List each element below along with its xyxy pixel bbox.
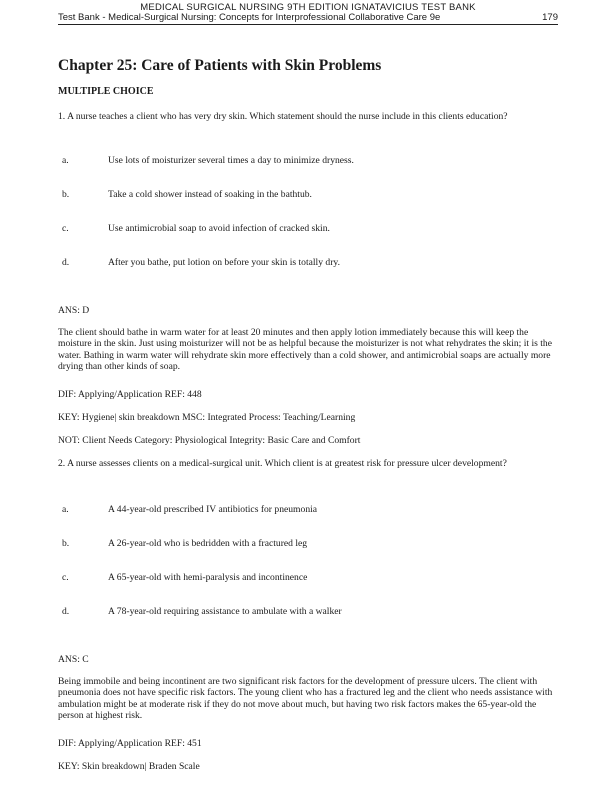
q2-keywords: KEY: Skin breakdown| Braden Scale — [58, 761, 200, 772]
page-number: 179 — [542, 12, 558, 23]
q1-option-b-text: Take a cold shower instead of soaking in the bathtub. — [108, 189, 312, 200]
q2-option-b-letter: b. — [62, 538, 70, 549]
q2-option-c-text: A 65-year-old with hemi-paralysis and incontinence — [108, 572, 308, 583]
chapter-title: Chapter 25: Care of Patients with Skin Problems — [58, 57, 382, 74]
section-title: MULTIPLE CHOICE — [58, 86, 154, 97]
q1-option-c-text: Use antimicrobial soap to avoid infection of cracked skin. — [108, 223, 330, 234]
q1-option-b-letter: b. — [62, 189, 70, 200]
q1-keywords: KEY: Hygiene| skin breakdown MSC: Integrated Process: Teaching/Learning — [58, 412, 356, 423]
q2-option-a-text: A 44-year-old prescribed IV antibiotics for pneumonia — [108, 504, 318, 515]
q1-rationale: The client should bathe in warm water for at least 20 minutes and then apply lotion immediately because this will keep the moisture in the skin. Just using moisturizer will not be as helpful because the moisturizer is not what rehydrates the skin; it is the water. Bathing in warm water will rehydrate skin more effectively than a cold shower, and antimicrobial soaps are actually more drying than other kinds of soap. — [58, 327, 552, 373]
q1-answer: ANS: D — [58, 305, 90, 316]
q2-option-d-letter: d. — [62, 606, 70, 617]
q2-option-d-text: A 78-year-old requiring assistance to ambulate with a walker — [108, 606, 342, 617]
running-header — [58, 12, 558, 23]
q2-option-c-letter: c. — [62, 572, 69, 583]
q2-option-a-letter: a. — [62, 504, 69, 515]
q2-answer: ANS: C — [58, 654, 89, 665]
question-2-stem: 2. A nurse assesses clients on a medical-surgical unit. Which client is at greatest risk for pressure ulcer development? — [58, 458, 507, 469]
q2-option-b-text: A 26-year-old who is bedridden with a fractured leg — [108, 538, 308, 549]
q1-option-d-text: After you bathe, put lotion on before your skin is totally dry. — [108, 257, 340, 268]
header-rule — [58, 24, 558, 25]
q2-difficulty: DIF: Applying/Application REF: 451 — [58, 738, 202, 749]
q2-rationale: Being immobile and being incontinent are two significant risk factors for the development of pressure ulcers. The client with pneumonia does not have specific risk factors. The young client who has a fractured leg and the client who needs assistance with ambulation might be at moderate risk if they do not move about much, but having two risk factors makes the 65-year-old the person at highest risk. — [58, 676, 553, 722]
q1-option-a-text: Use lots of moisturizer several times a day to minimize dryness. — [108, 155, 354, 166]
q1-difficulty: DIF: Applying/Application REF: 448 — [58, 389, 202, 400]
running-header-title: MEDICAL SURGICAL NURSING 9TH EDITION IGNATAVICIUS TEST BANK — [140, 2, 476, 13]
q1-option-d-letter: d. — [62, 257, 70, 268]
q1-client-needs: NOT: Client Needs Category: Physiological Integrity: Basic Care and Comfort — [58, 435, 361, 446]
q1-option-c-letter: c. — [62, 223, 69, 234]
question-1-stem: 1. A nurse teaches a client who has very dry skin. Which statement should the nurse include in this clients education? — [58, 111, 508, 122]
running-header-subtitle: Test Bank - Medical-Surgical Nursing: Concepts for Interprofessional Collaborative Care 9e — [58, 12, 441, 23]
q1-option-a-letter: a. — [62, 155, 69, 166]
